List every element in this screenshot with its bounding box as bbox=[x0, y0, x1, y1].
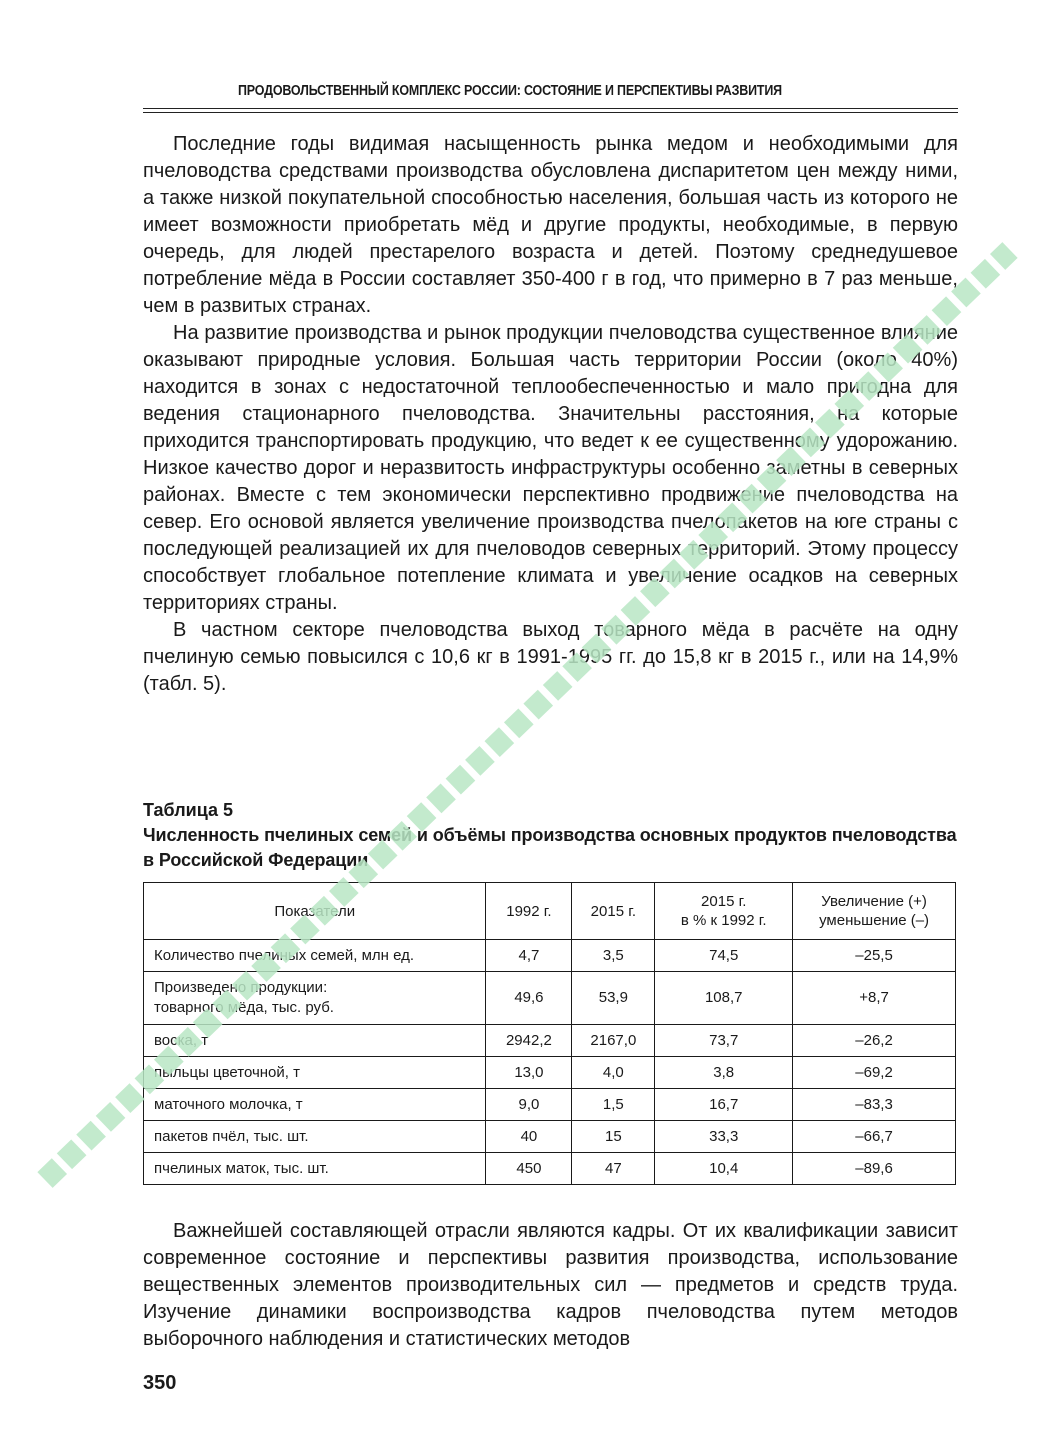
data-table bbox=[143, 882, 956, 1185]
row-label: пыльцы цветочной, т bbox=[144, 1057, 486, 1089]
row-label: воска, т bbox=[144, 1025, 486, 1057]
header-indicator: Показатели bbox=[144, 883, 486, 940]
header-change-line2: уменьшение (–) bbox=[819, 912, 930, 929]
row-label: Количество пчелиных семей, млн ед. bbox=[144, 940, 486, 972]
table-row bbox=[144, 940, 956, 972]
cell-1992: 49,6 bbox=[486, 972, 572, 1025]
table-row bbox=[144, 1025, 956, 1057]
paragraph-1: Последние годы видимая насыщенность рынка медом и необходимыми для пчеловодства средствами производства обусловлена диспаритетом цен между ними, а также низкой покупательной способностью населения, большая часть из которого не имеет возможности приобретать мёд и другие продукты, необходимые, в первую очередь, для людей престарелого возраста и детей. Поэтому среднедушевое потребление мёда в России составляет 350-400 г в год, что примерно в 7 раз меньше, чем в развитых странах. bbox=[143, 133, 958, 317]
cell-1992: 40 bbox=[486, 1121, 572, 1153]
header-2015: 2015 г. bbox=[572, 883, 655, 940]
paragraph-4: Важнейшей составляющей отрасли являются кадры. От их квалификации зависит современное состояние и перспективы развития производства, использование вещественных элементов производительных сил — предметов и средств труда. Изучение динамики воспроизводства кадров пчеловодства путем методов выборочного наблюдения и статистических методов bbox=[143, 1220, 958, 1350]
cell-2015: 15 bbox=[572, 1121, 655, 1153]
header-rule-top bbox=[143, 108, 958, 109]
cell-change: –25,5 bbox=[793, 940, 956, 972]
cell-1992: 450 bbox=[486, 1153, 572, 1185]
table-header-row bbox=[144, 883, 956, 940]
cell-2015: 47 bbox=[572, 1153, 655, 1185]
body-text-top bbox=[143, 131, 958, 698]
cell-percent: 10,4 bbox=[655, 1153, 793, 1185]
header-percent-line1: 2015 г. bbox=[701, 893, 747, 910]
row-label: пакетов пчёл, тыс. шт. bbox=[144, 1121, 486, 1153]
table-row bbox=[144, 1121, 956, 1153]
table-caption bbox=[143, 798, 958, 873]
cell-percent: 16,7 bbox=[655, 1089, 793, 1121]
paragraph-3: В частном секторе пчеловодства выход товарного мёда в расчёте на одну пчелиную семью повысился с 10,6 кг в 1991-1995 гг. до 15,8 кг в 2015 г., или на 14,9% (табл. 5). bbox=[143, 619, 958, 695]
row-label-line2: товарного мёда, тыс. руб. bbox=[154, 999, 334, 1016]
header-change bbox=[793, 883, 956, 940]
cell-change: –26,2 bbox=[793, 1025, 956, 1057]
cell-1992: 9,0 bbox=[486, 1089, 572, 1121]
row-label: маточного молочка, т bbox=[144, 1089, 486, 1121]
cell-2015: 3,5 bbox=[572, 940, 655, 972]
cell-change: –89,6 bbox=[793, 1153, 956, 1185]
cell-change: +8,7 bbox=[793, 972, 956, 1025]
row-label-line1: Произведено продукции: bbox=[154, 979, 328, 996]
cell-change: –83,3 bbox=[793, 1089, 956, 1121]
paragraph-2: На развитие производства и рынок продукции пчеловодства существенное влияние оказывают природные условия. Большая часть территории России (около 40%) находится в зонах с недостаточной теплообеспеченностью и мало пригодна для ведения стационарного пчеловодства. Значительны расстояния, на которые приходится транспортировать продукцию, что ведет к ее существенному удорожанию. Низкое качество дорог и неразвитость инфраструктуры особенно заметны в северных районах. Вместе с тем экономически перспективно продвижение пчеловодства на север. Его основой является увеличение производства пчелопакетов на юге страны с последующей реализацией их для пчеловодов северных территорий. Этому процессу способствует глобальное потепление климата и увеличение осадков на северных территориях страны. bbox=[143, 322, 958, 614]
header-percent-line2: в % к 1992 г. bbox=[680, 912, 767, 929]
cell-percent: 3,8 bbox=[655, 1057, 793, 1089]
header-rule-bottom bbox=[143, 112, 958, 113]
page-number: 350 bbox=[143, 1372, 177, 1394]
cell-2015: 2167,0 bbox=[572, 1025, 655, 1057]
table-row bbox=[144, 972, 956, 1025]
cell-percent: 73,7 bbox=[655, 1025, 793, 1057]
table-label: Таблица 5 bbox=[143, 800, 234, 820]
cell-change: –69,2 bbox=[793, 1057, 956, 1089]
cell-2015: 4,0 bbox=[572, 1057, 655, 1089]
cell-2015: 53,9 bbox=[572, 972, 655, 1025]
cell-percent: 33,3 bbox=[655, 1121, 793, 1153]
cell-2015: 1,5 bbox=[572, 1089, 655, 1121]
row-label bbox=[144, 972, 486, 1025]
running-head: ПРОДОВОЛЬСТВЕННЫЙ КОМПЛЕКС РОССИИ: СОСТОЯНИЕ И ПЕРСПЕКТИВЫ РАЗВИТИЯ bbox=[238, 83, 782, 99]
body-text-bottom bbox=[143, 1218, 958, 1353]
cell-percent: 108,7 bbox=[655, 972, 793, 1025]
table-row bbox=[144, 1089, 956, 1121]
table-title: Численность пчелиных семей и объёмы производства основных продуктов пчеловодства в Российской Федерации bbox=[143, 825, 957, 870]
header-percent bbox=[655, 883, 793, 940]
cell-1992: 4,7 bbox=[486, 940, 572, 972]
cell-1992: 2942,2 bbox=[486, 1025, 572, 1057]
cell-change: –66,7 bbox=[793, 1121, 956, 1153]
header-change-line1: Увеличение (+) bbox=[821, 893, 927, 910]
header-1992: 1992 г. bbox=[486, 883, 572, 940]
table-row bbox=[144, 1057, 956, 1089]
row-label: пчелиных маток, тыс. шт. bbox=[144, 1153, 486, 1185]
table-row bbox=[144, 1153, 956, 1185]
cell-1992: 13,0 bbox=[486, 1057, 572, 1089]
cell-percent: 74,5 bbox=[655, 940, 793, 972]
